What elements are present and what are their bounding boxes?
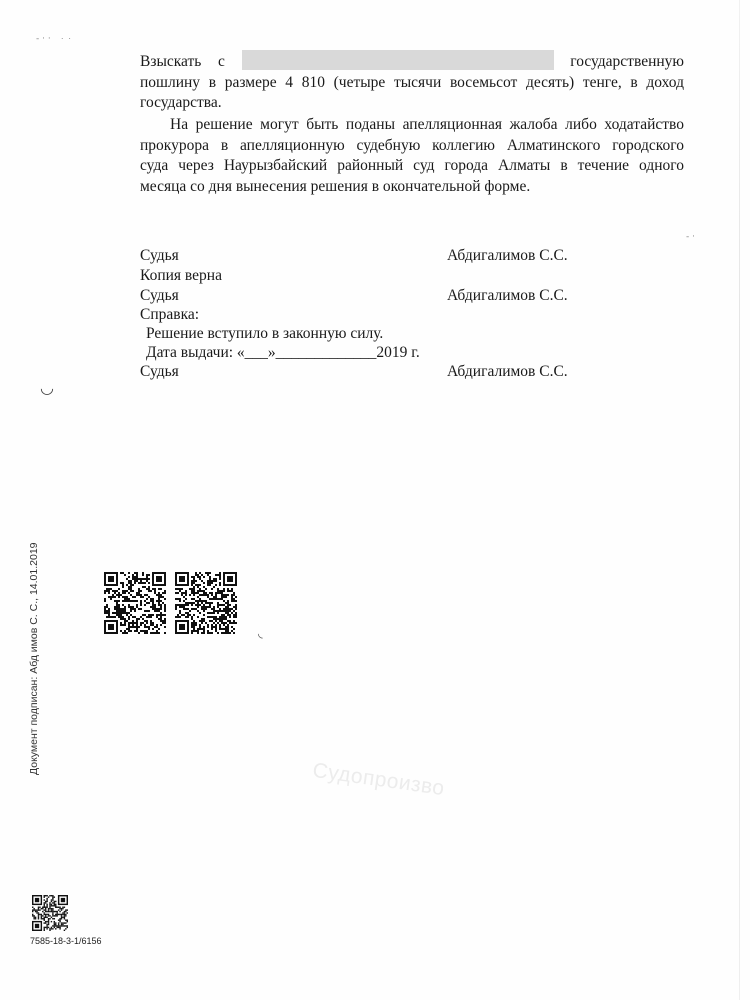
- document-number: 7585-18-3-1/6156: [30, 936, 102, 946]
- judge-name-3: Абдигалимов С.С.: [447, 363, 568, 380]
- judge-name-1: Абдигалимов С.С.: [447, 247, 568, 264]
- paragraph-appeal: [140, 115, 684, 197]
- scan-speck: ˙ ˙: [60, 38, 72, 48]
- issue-date: Дата выдачи: «___»_____________2019 г.: [146, 344, 420, 361]
- qr-code-icon: [104, 572, 166, 634]
- qr-code-icon: [175, 572, 237, 634]
- paragraph-state-fee: [140, 50, 684, 114]
- scan-speck: ◟: [258, 626, 263, 640]
- digital-signature-note: Документ подписан: Абд имов С. С., 14.01.2019: [28, 542, 40, 775]
- para1-line1-start: Взыскать с: [140, 53, 225, 70]
- para2-line3: суда через Наурызбайский районный суд города Алматы в течение одного: [140, 157, 684, 174]
- copy-true-label: Копия верна: [140, 267, 222, 284]
- court-watermark: Судопроизво: [311, 758, 447, 801]
- para2-line2: прокурора в апелляционную судебную коллегию Алматинского городского: [140, 136, 684, 154]
- scan-speck: - · ·: [36, 34, 51, 44]
- para1-line2: пошлину в размере 4 810 (четыре тысячи восемьсот десять) тенге, в доход: [140, 73, 684, 91]
- decision-effective: Решение вступило в законную силу.: [146, 325, 384, 342]
- judge-label-2: Судья: [140, 287, 179, 304]
- scan-speck: ◡: [40, 378, 54, 397]
- para2-line1: На решение могут быть поданы апелляционная жалоба либо ходатайство: [170, 116, 684, 133]
- para2-line4: месяца со дня вынесения решения в окончательной форме.: [140, 177, 531, 195]
- redacted-name: [242, 50, 554, 70]
- judge-label-1: Судья: [140, 247, 179, 264]
- judge-name-2: Абдигалимов С.С.: [447, 287, 568, 304]
- para1-line3: государства.: [140, 94, 222, 111]
- para1-line1: [140, 50, 684, 73]
- certificate-label: Справка:: [140, 306, 200, 323]
- scan-edge: [739, 0, 740, 1000]
- scan-speck: - ·: [686, 232, 695, 242]
- judge-label-3: Судья: [140, 363, 179, 380]
- qr-code-icon: [32, 895, 68, 931]
- para1-line1-end: государственную: [570, 53, 684, 70]
